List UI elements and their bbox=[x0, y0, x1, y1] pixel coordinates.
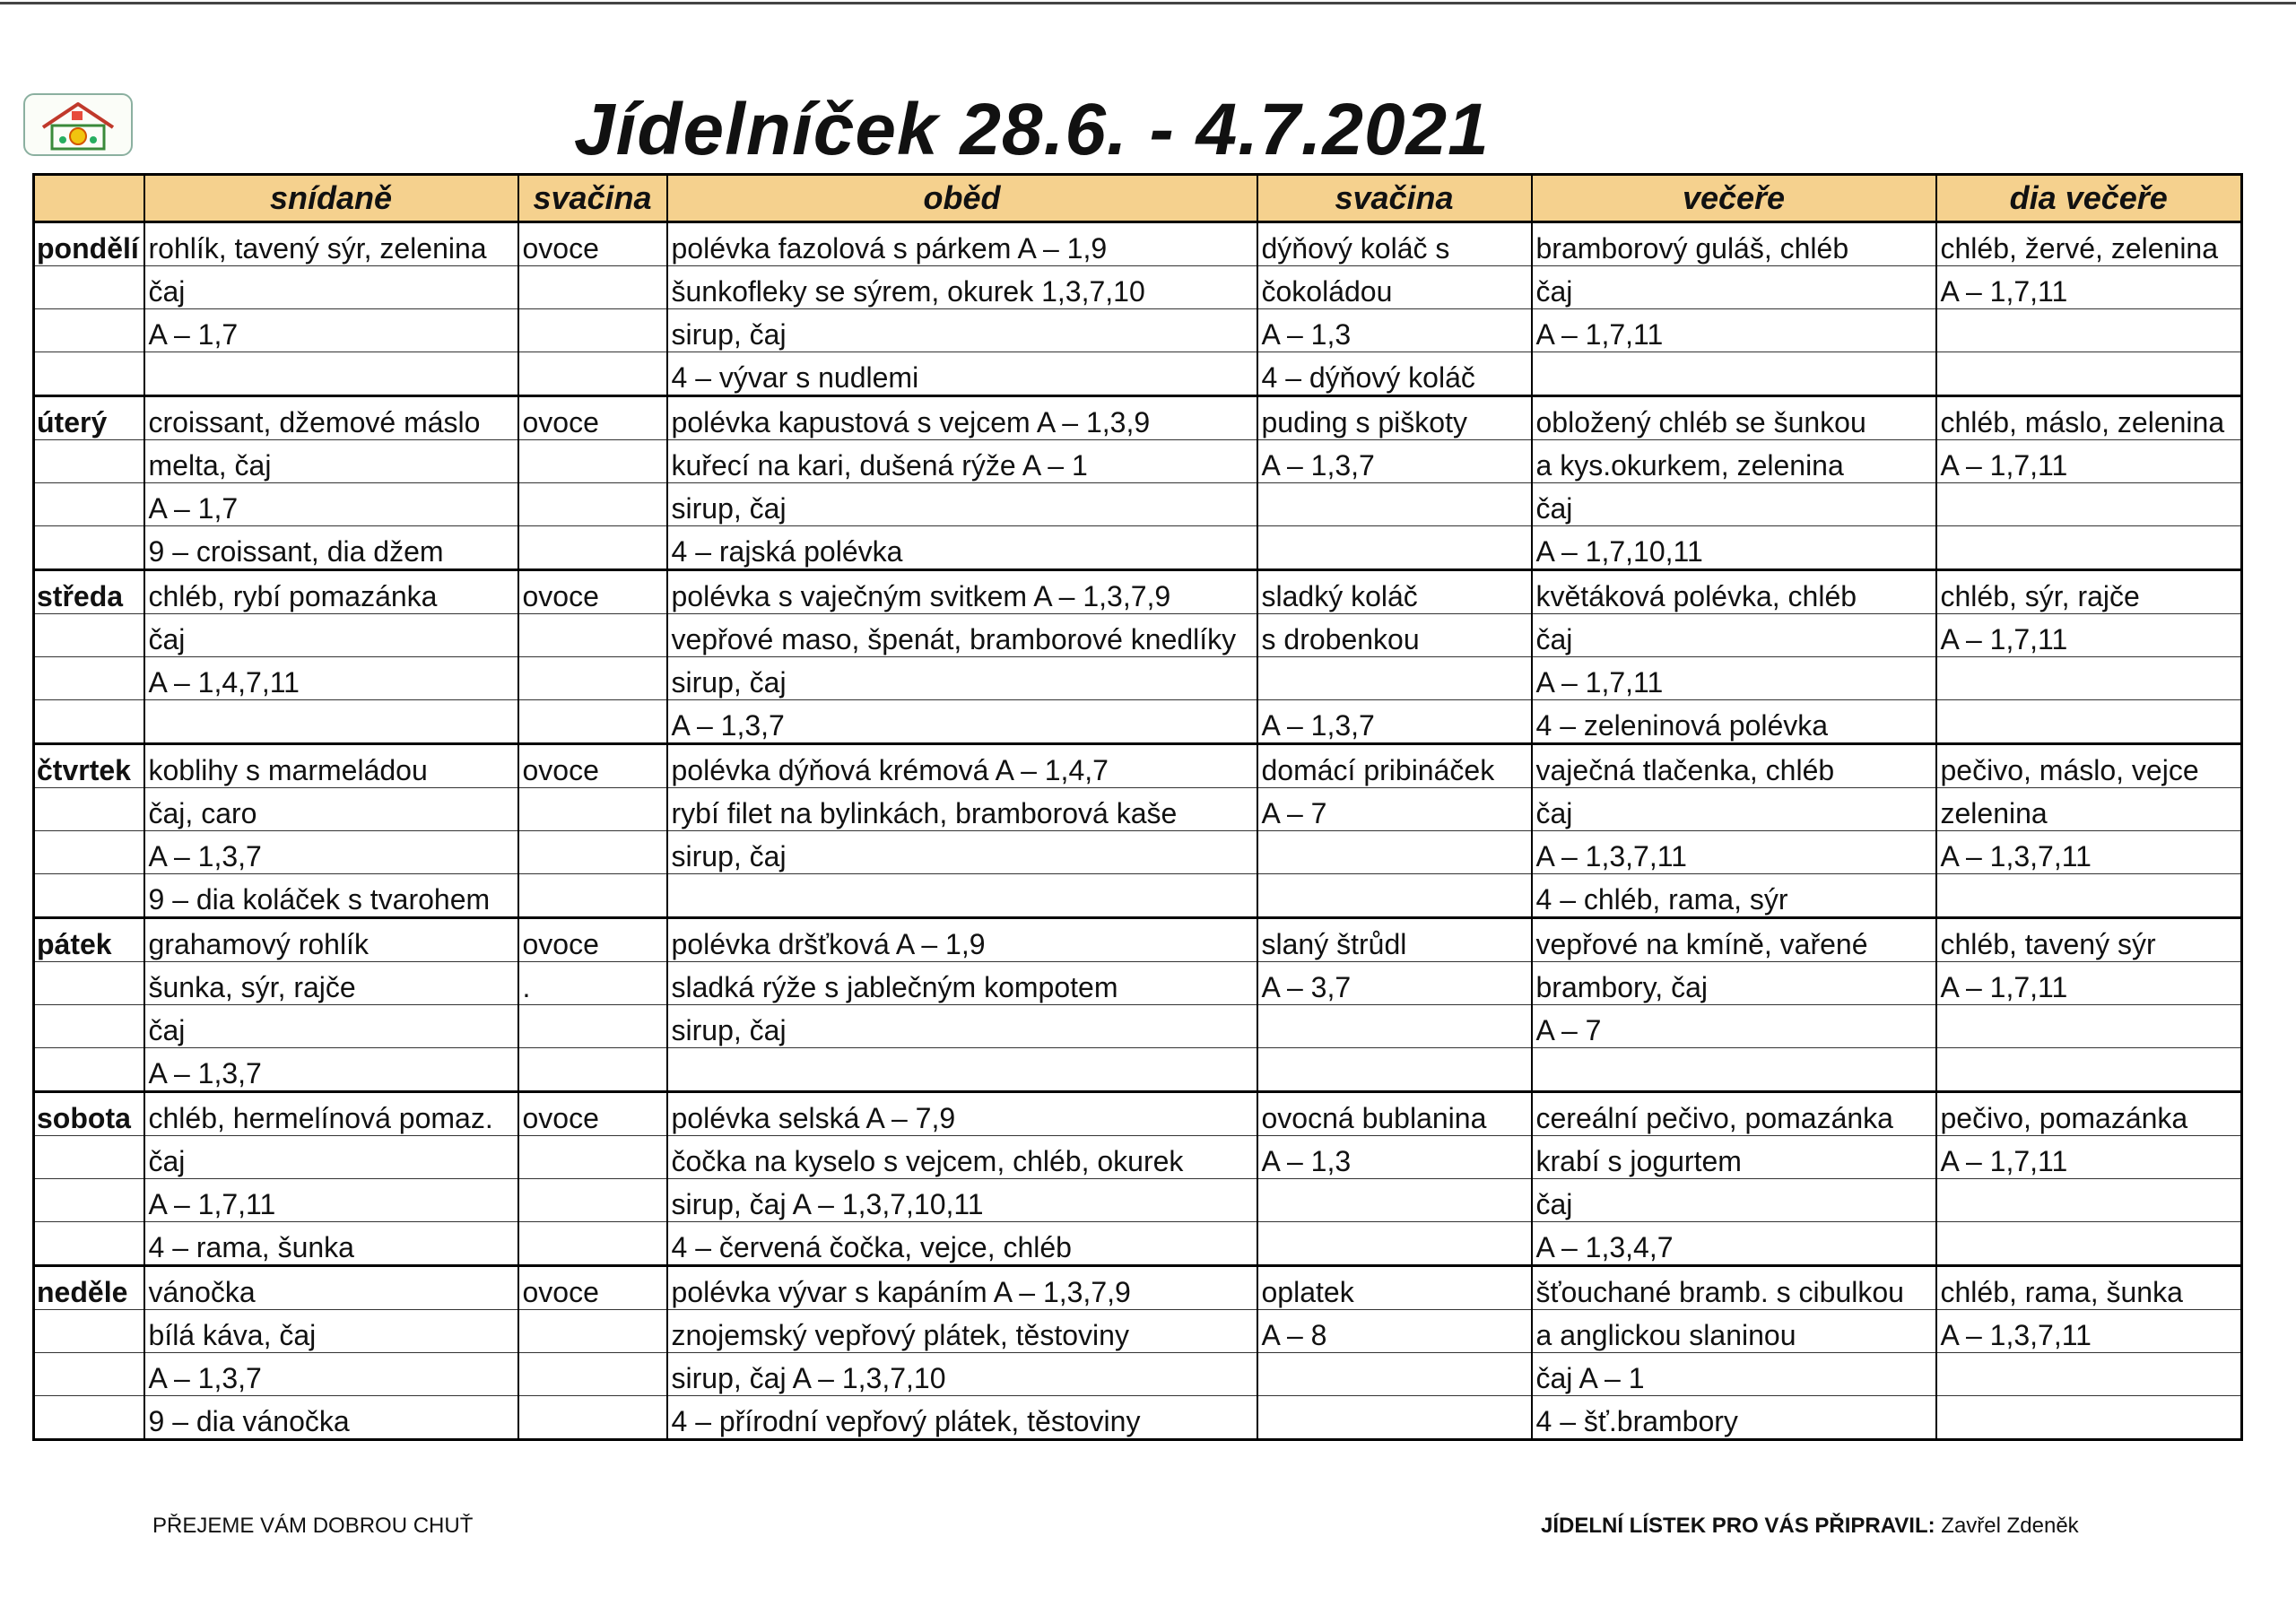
table-row bbox=[34, 788, 2242, 831]
day-cell-empty bbox=[34, 526, 144, 570]
menu-cell: čaj bbox=[144, 266, 518, 309]
menu-cell: ovocná bublanina bbox=[1257, 1092, 1532, 1136]
menu-cell: A – 1,7,11 bbox=[1532, 657, 1936, 700]
menu-cell: čaj bbox=[1532, 1179, 1936, 1222]
menu-cell: A – 7 bbox=[1257, 788, 1532, 831]
menu-cell bbox=[518, 1179, 667, 1222]
day-cell-empty bbox=[34, 614, 144, 657]
menu-cell bbox=[1936, 657, 2242, 700]
menu-body bbox=[34, 222, 2242, 1440]
menu-cell: puding s piškoty bbox=[1257, 396, 1532, 440]
menu-cell bbox=[1257, 657, 1532, 700]
menu-cell bbox=[1936, 1396, 2242, 1440]
table-row bbox=[34, 1092, 2242, 1136]
menu-cell: ovoce bbox=[518, 396, 667, 440]
menu-cell bbox=[1936, 526, 2242, 570]
menu-cell bbox=[1936, 352, 2242, 396]
menu-cell: A – 1,3,7 bbox=[1257, 440, 1532, 483]
column-header-5: večeře bbox=[1532, 175, 1936, 222]
table-row bbox=[34, 396, 2242, 440]
table-row bbox=[34, 1048, 2242, 1092]
menu-cell: A – 1,3,7 bbox=[1257, 700, 1532, 744]
menu-cell bbox=[144, 352, 518, 396]
menu-cell: sirup, čaj A – 1,3,7,10 bbox=[667, 1353, 1257, 1396]
menu-cell: chléb, tavený sýr bbox=[1936, 918, 2242, 962]
menu-cell bbox=[518, 1396, 667, 1440]
day-cell-empty bbox=[34, 1179, 144, 1222]
menu-cell: A – 1,7 bbox=[144, 309, 518, 352]
menu-cell bbox=[1936, 1353, 2242, 1396]
page-title: Jídelníček 28.6. - 4.7.2021 bbox=[574, 89, 1490, 170]
menu-cell bbox=[1257, 1179, 1532, 1222]
table-row bbox=[34, 483, 2242, 526]
menu-cell bbox=[1936, 309, 2242, 352]
menu-cell: 4 – šť.brambory bbox=[1532, 1396, 1936, 1440]
table-row bbox=[34, 352, 2242, 396]
day-cell-empty bbox=[34, 1396, 144, 1440]
table-row bbox=[34, 1179, 2242, 1222]
menu-cell: 9 – croissant, dia džem bbox=[144, 526, 518, 570]
menu-cell bbox=[1257, 1222, 1532, 1266]
table-row bbox=[34, 744, 2242, 788]
table-row bbox=[34, 1005, 2242, 1048]
menu-cell bbox=[1936, 700, 2242, 744]
menu-cell: květáková polévka, chléb bbox=[1532, 570, 1936, 614]
menu-cell: ovoce bbox=[518, 1266, 667, 1310]
menu-cell: sladký koláč bbox=[1257, 570, 1532, 614]
table-row bbox=[34, 918, 2242, 962]
menu-cell bbox=[518, 1353, 667, 1396]
menu-cell: čaj bbox=[144, 614, 518, 657]
menu-cell bbox=[518, 1222, 667, 1266]
menu-cell: chléb, hermelínová pomaz. bbox=[144, 1092, 518, 1136]
menu-cell bbox=[518, 483, 667, 526]
table-row bbox=[34, 1266, 2242, 1310]
day-cell-empty bbox=[34, 962, 144, 1005]
day-cell-empty bbox=[34, 352, 144, 396]
menu-cell: polévka selská A – 7,9 bbox=[667, 1092, 1257, 1136]
weekly-menu-table bbox=[32, 173, 2243, 1441]
menu-cell bbox=[1257, 831, 1532, 874]
menu-cell: polévka s vaječným svitkem A – 1,3,7,9 bbox=[667, 570, 1257, 614]
menu-cell: polévka dýňová krémová A – 1,4,7 bbox=[667, 744, 1257, 788]
menu-cell: vánočka bbox=[144, 1266, 518, 1310]
menu-cell bbox=[518, 700, 667, 744]
day-cell-empty bbox=[34, 1310, 144, 1353]
menu-cell: čaj, caro bbox=[144, 788, 518, 831]
menu-cell: A – 1,3,7 bbox=[144, 1353, 518, 1396]
menu-cell: čokoládou bbox=[1257, 266, 1532, 309]
table-row bbox=[34, 657, 2242, 700]
day-cell-empty bbox=[34, 1222, 144, 1266]
menu-cell bbox=[1257, 1048, 1532, 1092]
menu-cell: s drobenkou bbox=[1257, 614, 1532, 657]
day-cell-empty bbox=[34, 1136, 144, 1179]
menu-cell: croissant, džemové máslo bbox=[144, 396, 518, 440]
menu-cell: ovoce bbox=[518, 744, 667, 788]
menu-cell: A – 1,7,11 bbox=[1936, 1136, 2242, 1179]
menu-cell bbox=[518, 1136, 667, 1179]
menu-cell: čaj bbox=[1532, 614, 1936, 657]
table-row bbox=[34, 1136, 2242, 1179]
menu-cell: sirup, čaj bbox=[667, 483, 1257, 526]
menu-cell: čaj bbox=[144, 1005, 518, 1048]
menu-cell: chléb, žervé, zelenina bbox=[1936, 222, 2242, 266]
column-header-4: svačina bbox=[1257, 175, 1532, 222]
menu-cell: ovoce bbox=[518, 222, 667, 266]
menu-cell: chléb, sýr, rajče bbox=[1936, 570, 2242, 614]
menu-cell: A – 1,3 bbox=[1257, 1136, 1532, 1179]
menu-cell: A – 1,4,7,11 bbox=[144, 657, 518, 700]
table-row bbox=[34, 831, 2242, 874]
day-cell-empty bbox=[34, 1048, 144, 1092]
menu-cell bbox=[518, 614, 667, 657]
menu-cell: zelenina bbox=[1936, 788, 2242, 831]
day-cell-empty bbox=[34, 266, 144, 309]
menu-cell: vaječná tlačenka, chléb bbox=[1532, 744, 1936, 788]
menu-cell: A – 1,7,11 bbox=[1936, 440, 2242, 483]
menu-cell bbox=[518, 526, 667, 570]
menu-cell: čaj A – 1 bbox=[1532, 1353, 1936, 1396]
menu-cell: A – 1,7 bbox=[144, 483, 518, 526]
menu-cell: krabí s jogurtem bbox=[1532, 1136, 1936, 1179]
menu-cell: A – 1,3,7,11 bbox=[1532, 831, 1936, 874]
day-cell-empty bbox=[34, 440, 144, 483]
menu-cell: A – 1,7,11 bbox=[144, 1179, 518, 1222]
menu-cell: 4 – přírodní vepřový plátek, těstoviny bbox=[667, 1396, 1257, 1440]
menu-cell bbox=[1257, 1353, 1532, 1396]
menu-cell bbox=[667, 874, 1257, 918]
table-row bbox=[34, 570, 2242, 614]
table-row bbox=[34, 266, 2242, 309]
menu-cell: ovoce bbox=[518, 1092, 667, 1136]
column-header-3: oběd bbox=[667, 175, 1257, 222]
menu-cell: A – 8 bbox=[1257, 1310, 1532, 1353]
menu-cell: 4 – zeleninová polévka bbox=[1532, 700, 1936, 744]
top-border-line bbox=[0, 2, 2296, 4]
menu-cell: šťouchané bramb. s cibulkou bbox=[1532, 1266, 1936, 1310]
menu-cell: kuřecí na kari, dušená rýže A – 1 bbox=[667, 440, 1257, 483]
menu-cell: A – 7 bbox=[1532, 1005, 1936, 1048]
menu-cell: polévka kapustová s vejcem A – 1,3,9 bbox=[667, 396, 1257, 440]
footer-author-label: JÍDELNÍ LÍSTEK PRO VÁS PŘIPRAVIL: bbox=[1541, 1514, 1935, 1538]
footer-author bbox=[1541, 1514, 2079, 1539]
menu-cell bbox=[518, 874, 667, 918]
menu-cell bbox=[518, 352, 667, 396]
menu-cell bbox=[1257, 874, 1532, 918]
footer-author-name: Zavřel Zdeněk bbox=[1941, 1514, 2079, 1538]
day-cell-empty bbox=[34, 874, 144, 918]
menu-cell: pečivo, pomazánka bbox=[1936, 1092, 2242, 1136]
menu-cell: vepřové maso, špenát, bramborové knedlíky bbox=[667, 614, 1257, 657]
menu-cell bbox=[518, 440, 667, 483]
column-header-2: svačina bbox=[518, 175, 667, 222]
menu-cell: A – 1,3,7,11 bbox=[1936, 1310, 2242, 1353]
menu-cell: bramborový guláš, chléb bbox=[1532, 222, 1936, 266]
menu-cell: polévka dršťková A – 1,9 bbox=[667, 918, 1257, 962]
menu-cell: domácí pribináček bbox=[1257, 744, 1532, 788]
day-cell-empty bbox=[34, 483, 144, 526]
menu-cell: A – 1,3,7 bbox=[144, 1048, 518, 1092]
day-name: neděle bbox=[34, 1266, 144, 1310]
menu-cell: 9 – dia vánočka bbox=[144, 1396, 518, 1440]
menu-cell bbox=[1936, 483, 2242, 526]
menu-cell: 9 – dia koláček s tvarohem bbox=[144, 874, 518, 918]
menu-cell: sirup, čaj bbox=[667, 309, 1257, 352]
menu-cell: cereální pečivo, pomazánka bbox=[1532, 1092, 1936, 1136]
menu-cell: chléb, rybí pomazánka bbox=[144, 570, 518, 614]
menu-cell: sladká rýže s jablečným kompotem bbox=[667, 962, 1257, 1005]
menu-cell: dýňový koláč s bbox=[1257, 222, 1532, 266]
table-row bbox=[34, 874, 2242, 918]
menu-cell: znojemský vepřový plátek, těstoviny bbox=[667, 1310, 1257, 1353]
day-cell-empty bbox=[34, 831, 144, 874]
menu-cell: vepřové na kmíně, vařené bbox=[1532, 918, 1936, 962]
menu-cell bbox=[518, 1048, 667, 1092]
menu-cell bbox=[1257, 1396, 1532, 1440]
house-logo-icon bbox=[23, 93, 133, 156]
day-name: pátek bbox=[34, 918, 144, 962]
menu-cell bbox=[1257, 1005, 1532, 1048]
column-header-0 bbox=[34, 175, 144, 222]
menu-cell: pečivo, máslo, vejce bbox=[1936, 744, 2242, 788]
menu-cell: A – 1,7,11 bbox=[1532, 309, 1936, 352]
table-row bbox=[34, 962, 2242, 1005]
menu-cell: . bbox=[518, 962, 667, 1005]
header-row bbox=[34, 175, 2242, 222]
day-cell-empty bbox=[34, 1353, 144, 1396]
table-row bbox=[34, 700, 2242, 744]
day-cell-empty bbox=[34, 657, 144, 700]
menu-cell bbox=[518, 788, 667, 831]
menu-cell: A – 1,3,4,7 bbox=[1532, 1222, 1936, 1266]
day-name: středa bbox=[34, 570, 144, 614]
menu-cell bbox=[518, 831, 667, 874]
menu-cell: ovoce bbox=[518, 918, 667, 962]
menu-cell: chléb, máslo, zelenina bbox=[1936, 396, 2242, 440]
menu-cell: A – 1,3,7 bbox=[667, 700, 1257, 744]
menu-cell: čaj bbox=[1532, 266, 1936, 309]
menu-cell bbox=[518, 657, 667, 700]
menu-cell bbox=[1936, 1222, 2242, 1266]
menu-cell: šunkofleky se sýrem, okurek 1,3,7,10 bbox=[667, 266, 1257, 309]
menu-cell: šunka, sýr, rajče bbox=[144, 962, 518, 1005]
menu-cell: bílá káva, čaj bbox=[144, 1310, 518, 1353]
menu-cell: melta, čaj bbox=[144, 440, 518, 483]
table-row bbox=[34, 614, 2242, 657]
menu-cell: obložený chléb se šunkou bbox=[1532, 396, 1936, 440]
menu-cell: čočka na kyselo s vejcem, chléb, okurek bbox=[667, 1136, 1257, 1179]
day-name: sobota bbox=[34, 1092, 144, 1136]
menu-cell: 4 – vývar s nudlemi bbox=[667, 352, 1257, 396]
menu-cell bbox=[518, 1005, 667, 1048]
menu-cell: 4 – chléb, rama, sýr bbox=[1532, 874, 1936, 918]
menu-cell: oplatek bbox=[1257, 1266, 1532, 1310]
menu-cell: sirup, čaj bbox=[667, 657, 1257, 700]
day-cell-empty bbox=[34, 788, 144, 831]
menu-cell: A – 1,3,7 bbox=[144, 831, 518, 874]
menu-cell: A – 1,3 bbox=[1257, 309, 1532, 352]
menu-cell: polévka fazolová s párkem A – 1,9 bbox=[667, 222, 1257, 266]
menu-cell: koblihy s marmeládou bbox=[144, 744, 518, 788]
menu-cell bbox=[1532, 1048, 1936, 1092]
menu-cell: A – 1,7,11 bbox=[1936, 266, 2242, 309]
menu-cell bbox=[518, 266, 667, 309]
menu-cell bbox=[518, 309, 667, 352]
day-cell-empty bbox=[34, 1005, 144, 1048]
menu-cell: 4 – červená čočka, vejce, chléb bbox=[667, 1222, 1257, 1266]
menu-cell: rybí filet na bylinkách, bramborová kaše bbox=[667, 788, 1257, 831]
menu-cell: sirup, čaj bbox=[667, 1005, 1257, 1048]
menu-cell bbox=[1257, 483, 1532, 526]
menu-cell: čaj bbox=[1532, 483, 1936, 526]
day-cell-empty bbox=[34, 309, 144, 352]
day-name: pondělí bbox=[34, 222, 144, 266]
menu-cell: 4 – dýňový koláč bbox=[1257, 352, 1532, 396]
footer-greeting: PŘEJEME VÁM DOBROU CHUŤ bbox=[152, 1514, 474, 1538]
menu-cell bbox=[1936, 1005, 2242, 1048]
menu-cell: čaj bbox=[144, 1136, 518, 1179]
menu-cell: chléb, rama, šunka bbox=[1936, 1266, 2242, 1310]
table-row bbox=[34, 440, 2242, 483]
column-header-1: snídaně bbox=[144, 175, 518, 222]
menu-cell: sirup, čaj A – 1,3,7,10,11 bbox=[667, 1179, 1257, 1222]
menu-cell: ovoce bbox=[518, 570, 667, 614]
menu-cell: polévka vývar s kapáním A – 1,3,7,9 bbox=[667, 1266, 1257, 1310]
menu-cell: 4 – rama, šunka bbox=[144, 1222, 518, 1266]
menu-cell: A – 1,7,11 bbox=[1936, 614, 2242, 657]
menu-cell: grahamový rohlík bbox=[144, 918, 518, 962]
menu-cell bbox=[1532, 352, 1936, 396]
menu-cell bbox=[1936, 1048, 2242, 1092]
menu-cell bbox=[1257, 526, 1532, 570]
day-name: úterý bbox=[34, 396, 144, 440]
day-name: čtvrtek bbox=[34, 744, 144, 788]
menu-cell: sirup, čaj bbox=[667, 831, 1257, 874]
day-cell-empty bbox=[34, 700, 144, 744]
menu-cell: A – 3,7 bbox=[1257, 962, 1532, 1005]
menu-cell bbox=[667, 1048, 1257, 1092]
table-row bbox=[34, 1310, 2242, 1353]
menu-cell: A – 1,3,7,11 bbox=[1936, 831, 2242, 874]
menu-cell bbox=[1936, 1179, 2242, 1222]
column-header-6: dia večeře bbox=[1936, 175, 2242, 222]
table-row bbox=[34, 222, 2242, 266]
menu-cell bbox=[144, 700, 518, 744]
menu-cell bbox=[518, 1310, 667, 1353]
table-row bbox=[34, 526, 2242, 570]
menu-cell: A – 1,7,11 bbox=[1936, 962, 2242, 1005]
menu-cell: rohlík, tavený sýr, zelenina bbox=[144, 222, 518, 266]
menu-cell: A – 1,7,10,11 bbox=[1532, 526, 1936, 570]
menu-cell: slaný štrůdl bbox=[1257, 918, 1532, 962]
table-row bbox=[34, 1353, 2242, 1396]
menu-cell: a kys.okurkem, zelenina bbox=[1532, 440, 1936, 483]
menu-cell: 4 – rajská polévka bbox=[667, 526, 1257, 570]
table-row bbox=[34, 309, 2242, 352]
menu-cell bbox=[1936, 874, 2242, 918]
table-row bbox=[34, 1396, 2242, 1440]
menu-cell: a anglickou slaninou bbox=[1532, 1310, 1936, 1353]
menu-cell: čaj bbox=[1532, 788, 1936, 831]
menu-cell: brambory, čaj bbox=[1532, 962, 1936, 1005]
table-row bbox=[34, 1222, 2242, 1266]
